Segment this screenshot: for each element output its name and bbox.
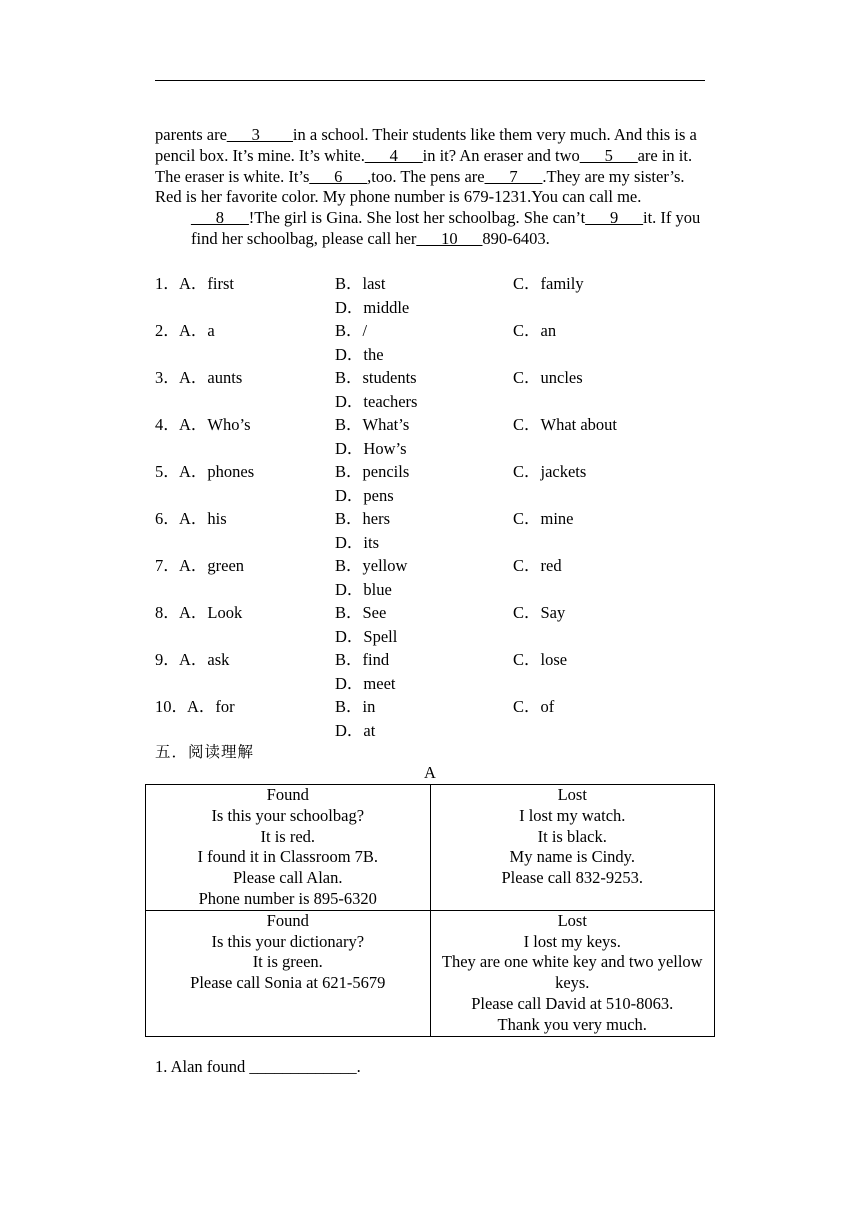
option-d: D．its bbox=[335, 532, 380, 552]
notice-line: It is red. bbox=[260, 826, 316, 846]
question-row bbox=[155, 648, 715, 695]
option-a: A．ask bbox=[179, 650, 230, 669]
blank-6: ___6___ bbox=[309, 166, 368, 186]
passage-text: 890-6403. bbox=[482, 228, 550, 248]
notice-lost-keys bbox=[430, 910, 715, 1036]
option-d: D．Spell bbox=[335, 626, 398, 646]
question-number: 3． bbox=[155, 368, 180, 387]
option-a: A．Look bbox=[179, 603, 243, 622]
option-c: C．red bbox=[513, 556, 562, 575]
passage-paragraph-1 bbox=[155, 125, 715, 208]
notice-line: Thank you very much. bbox=[497, 1014, 647, 1034]
passage-text: .They are my sister’s. Red is her favorite color. My phone number is 679-1231.You can call me. bbox=[155, 166, 685, 207]
blank-5: ___5___ bbox=[579, 145, 638, 165]
notice-line: Please call David at 510-8063. bbox=[471, 993, 674, 1013]
passage-text: !The girl is Gina. She lost her schoolbag. She can’t bbox=[248, 208, 586, 228]
question-row bbox=[155, 460, 715, 507]
option-c: C．What about bbox=[513, 415, 618, 434]
question-number: 2． bbox=[155, 321, 180, 340]
notice-line: I lost my keys. bbox=[523, 931, 621, 951]
passage-text: in a school. Their students like them very much. And this is a pencil box. It’s mine. It’s white. bbox=[155, 125, 697, 165]
passage-paragraph-2 bbox=[155, 208, 715, 250]
notice-line: Please call 832-9253. bbox=[501, 868, 644, 888]
passage-text: are in it. The eraser is white. It’s bbox=[155, 145, 693, 186]
option-b: B．students bbox=[335, 368, 417, 387]
option-c: C．of bbox=[513, 697, 555, 716]
table-row bbox=[146, 910, 715, 1036]
question-row bbox=[155, 695, 715, 742]
notice-line: I found it in Classroom 7B. bbox=[197, 847, 379, 867]
cloze-passage bbox=[155, 125, 715, 250]
option-a: A．green bbox=[179, 556, 245, 575]
notice-line: Please call Sonia at 621-5679 bbox=[190, 973, 386, 993]
question-number: 7． bbox=[155, 556, 180, 575]
question-number: 9． bbox=[155, 650, 180, 669]
option-c: C．family bbox=[513, 274, 584, 293]
option-c: C．Say bbox=[513, 603, 566, 622]
option-d: D．the bbox=[335, 344, 384, 364]
blank-10: ___10___ bbox=[416, 228, 483, 248]
option-b: B．What’s bbox=[335, 415, 410, 434]
notice-line: Phone number is 895-6320 bbox=[198, 888, 377, 908]
notice-line: My name is Cindy. bbox=[509, 847, 635, 867]
question-number: 6． bbox=[155, 509, 180, 528]
notice-found-dictionary bbox=[146, 910, 431, 1036]
notice-line: It is black. bbox=[537, 826, 607, 846]
question-row bbox=[155, 601, 715, 648]
table-row bbox=[146, 785, 715, 911]
notice-line: They are one white key and two yellow keys. bbox=[441, 952, 703, 993]
option-a: A．a bbox=[179, 321, 215, 340]
question-row bbox=[155, 554, 715, 601]
question-row bbox=[155, 272, 715, 319]
option-b: B．See bbox=[335, 603, 387, 622]
option-c: C．mine bbox=[513, 509, 574, 528]
option-b: B．pencils bbox=[335, 462, 410, 481]
option-a: A．first bbox=[179, 274, 234, 293]
header-rule bbox=[155, 80, 705, 81]
question-number: 8． bbox=[155, 603, 180, 622]
question-row bbox=[155, 413, 715, 460]
option-a: A．aunts bbox=[179, 368, 243, 387]
option-d: D．meet bbox=[335, 673, 396, 693]
option-b: B．find bbox=[335, 650, 390, 669]
blank-9: ___9___ bbox=[585, 208, 644, 228]
question-row bbox=[155, 366, 715, 413]
lost-found-table bbox=[145, 784, 715, 1037]
option-a: A．his bbox=[179, 509, 227, 528]
option-b: B．last bbox=[335, 274, 386, 293]
option-c: C．uncles bbox=[513, 368, 583, 387]
option-d: D．teachers bbox=[335, 391, 418, 411]
notice-line: Please call Alan. bbox=[232, 868, 343, 888]
option-b: B．in bbox=[335, 697, 376, 716]
section-title: 五．阅读理解 bbox=[155, 743, 255, 761]
option-d: D．at bbox=[335, 720, 376, 740]
option-d: D．pens bbox=[335, 485, 394, 505]
blank-7: ___7___ bbox=[484, 166, 543, 186]
notice-line: Is this your dictionary? bbox=[211, 931, 365, 951]
passage-text: in it? An eraser and two bbox=[422, 145, 580, 165]
option-b: B．/ bbox=[335, 321, 368, 340]
question-number: 1． bbox=[155, 274, 180, 293]
question-list bbox=[155, 272, 715, 742]
option-a: A．for bbox=[187, 697, 235, 716]
notice-lost-watch bbox=[430, 785, 715, 911]
passage-text: parents are bbox=[155, 125, 227, 144]
option-a: A．Who’s bbox=[179, 415, 251, 434]
notice-line: Lost bbox=[557, 910, 587, 930]
option-a: A．phones bbox=[179, 462, 255, 481]
blank-8: ___8___ bbox=[191, 208, 249, 228]
notice-line: I lost my watch. bbox=[519, 805, 626, 825]
option-d: D．blue bbox=[335, 579, 392, 599]
option-c: C．an bbox=[513, 321, 557, 340]
passage-text: it. If you find her schoolbag, please call her bbox=[191, 208, 701, 248]
option-c: C．jackets bbox=[513, 462, 587, 481]
comprehension-question-1: 1. Alan found _____________. bbox=[155, 1057, 361, 1076]
notice-line: Lost bbox=[557, 785, 587, 804]
notice-line: Found bbox=[266, 785, 309, 804]
option-b: B．hers bbox=[335, 509, 390, 528]
notice-line: It is green. bbox=[252, 952, 323, 972]
passage-text: ,too. The pens are bbox=[367, 166, 485, 186]
option-d: D．How’s bbox=[335, 438, 407, 458]
blank-3: ___3____ bbox=[226, 125, 293, 144]
option-d: D．middle bbox=[335, 297, 410, 317]
question-row bbox=[155, 319, 715, 366]
option-b: B．yellow bbox=[335, 556, 408, 575]
notice-found-schoolbag bbox=[146, 785, 431, 911]
table-title: A bbox=[424, 763, 436, 782]
question-number: 4． bbox=[155, 415, 180, 434]
notice-line: Found bbox=[266, 910, 309, 930]
question-number: 5． bbox=[155, 462, 180, 481]
question-number: 10． bbox=[155, 697, 188, 716]
blank-4: ___4___ bbox=[364, 145, 423, 165]
question-row bbox=[155, 507, 715, 554]
notice-line: Is this your schoolbag? bbox=[211, 805, 365, 825]
option-c: C．lose bbox=[513, 650, 568, 669]
